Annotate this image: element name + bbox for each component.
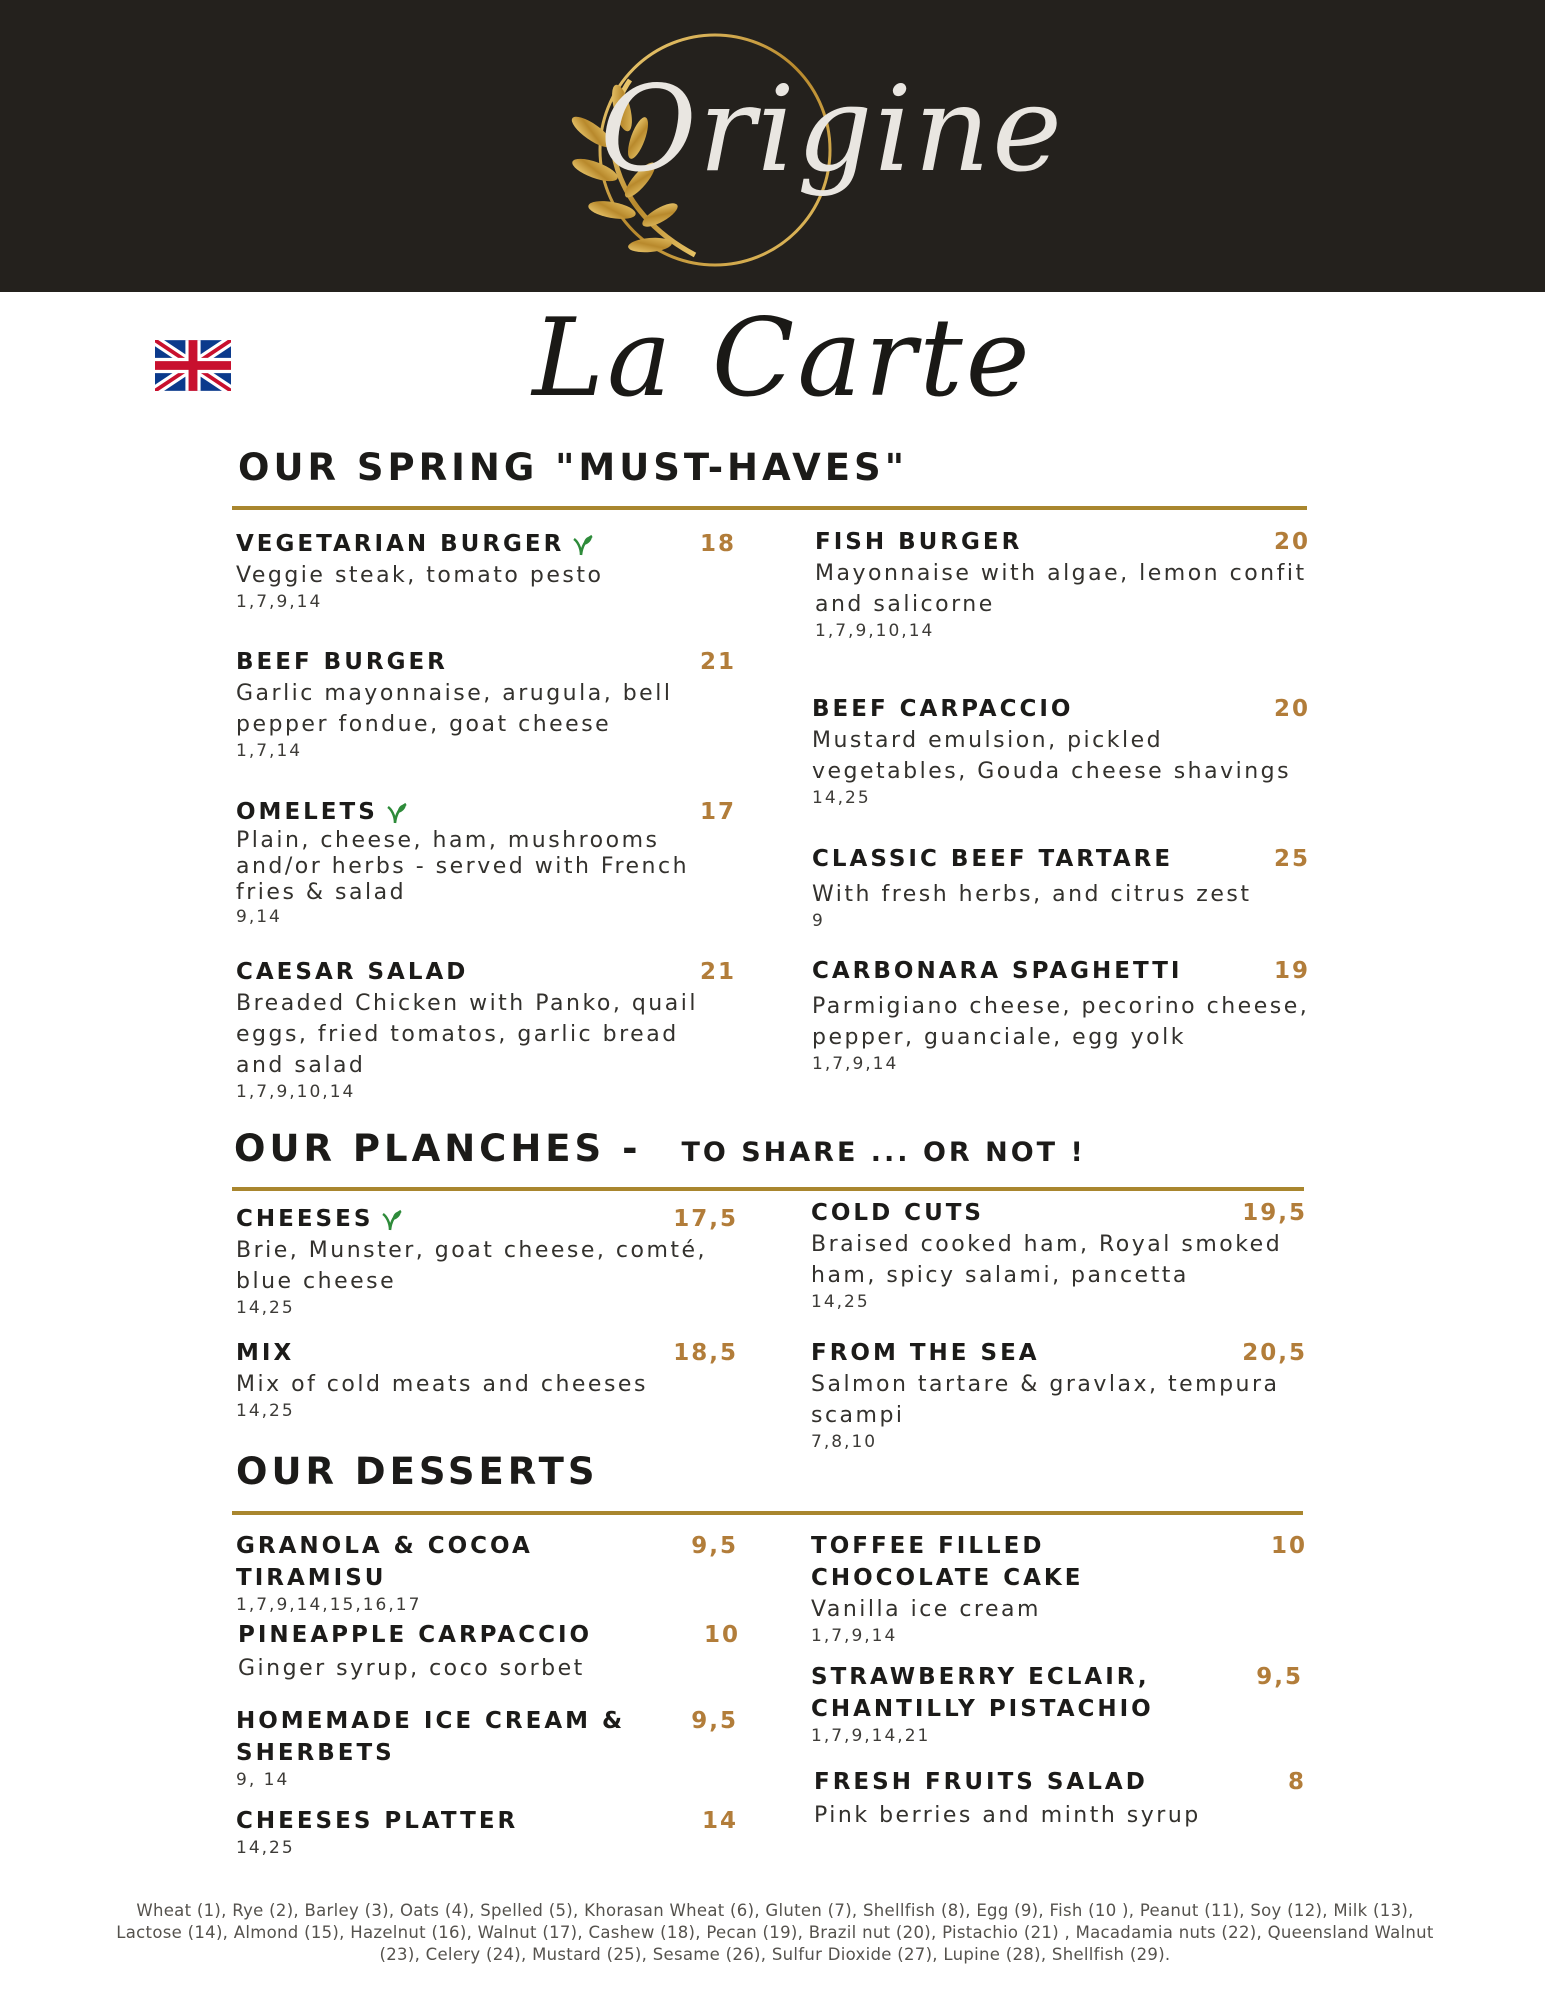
menu-item-fresh-fruits-salad [814,1766,1306,1831]
menu-item-cheeses-platter [236,1805,738,1859]
item-name: MIX [236,1340,295,1366]
item-allergens: 1,7,9,10,14 [815,621,935,641]
item-allergens: 14,25 [811,1292,870,1312]
section-divider [232,1187,1304,1191]
item-price: 21 [699,649,736,675]
item-name: CARBONARA SPAGHETTI [812,958,1183,984]
item-description: Ginger syrup, coco sorbet [238,1656,585,1681]
item-name: TOFFEE FILLED CHOCOLATE CAKE [811,1533,1084,1591]
item-allergens: 1,7,9,14 [811,1626,898,1646]
item-name: COLD CUTS [811,1200,984,1226]
item-price: 10 [1270,1533,1307,1559]
section-divider [232,1511,1303,1515]
item-price: 21 [699,959,736,985]
item-description: Veggie steak, tomato pesto [236,563,604,588]
item-description: Pink berries and minth syrup [814,1803,1201,1828]
item-name: PINEAPPLE CARPACCIO [238,1622,593,1648]
section-divider [232,506,1307,510]
item-allergens: 14,25 [236,1838,295,1858]
menu-item-from-the-sea [811,1337,1307,1453]
menu-item-caesar-salad [236,956,736,1103]
item-description: Brie, Munster, goat cheese, comté, blue cheese [236,1238,708,1294]
menu-item-fish-burger [815,526,1310,642]
item-name: CAESAR SALAD [236,959,469,985]
item-price: 20,5 [1242,1340,1307,1366]
item-allergens: 1,7,9,14 [236,592,323,612]
item-name: BEEF CARPACCIO [812,696,1074,722]
item-name: HOMEMADE ICE CREAM & SHERBETS [236,1708,626,1766]
item-price: 9,5 [691,1708,738,1734]
item-description: Garlic mayonnaise, arugula, bell pepper fondue, goat cheese [236,681,673,737]
item-allergens: 9,14 [236,907,282,927]
menu-item-mix [236,1337,738,1422]
item-allergens: 1,7,14 [236,741,303,761]
page-title: La Carte [532,296,1033,421]
vegetarian-leaf-icon [381,1208,403,1232]
item-description: Salmon tartare & gravlax, tempura scampi [811,1372,1280,1428]
menu-item-beef-carpaccio [812,693,1310,809]
section-title-planches [234,1127,1086,1170]
item-name: OMELETS [236,799,378,825]
item-allergens: 14,25 [236,1401,295,1421]
item-allergens: 7,8,10 [811,1432,878,1452]
item-name: BEEF BURGER [236,649,448,675]
item-price: 8 [1287,1769,1306,1795]
menu-item-strawberry-eclair [811,1661,1303,1747]
menu-item-toffee-chocolate-cake [811,1530,1307,1647]
section-title-spring: OUR SPRING "MUST-HAVES" [238,446,908,489]
item-description: Breaded Chicken with Panko, quail eggs, fried tomatos, garlic bread and salad [236,991,698,1078]
item-description: Braised cooked ham, Royal smoked ham, spicy salami, pancetta [811,1232,1283,1288]
item-description: Vanilla ice cream [811,1597,1041,1622]
brand-logo-text: Origine [600,60,1064,198]
item-allergens: 1,7,9,14,21 [811,1726,931,1746]
item-name: FRESH FRUITS SALAD [814,1769,1148,1795]
item-description: Mayonnaise with algae, lemon confit and salicorne [815,561,1307,617]
menu-item-homemade-ice-cream [236,1705,738,1791]
item-price: 17 [699,799,736,825]
menu-item-cold-cuts [811,1197,1307,1313]
vegetarian-leaf-icon [386,801,408,825]
item-price: 14 [701,1808,738,1834]
menu-item-classic-beef-tartare [812,843,1310,932]
item-price: 19 [1273,958,1310,984]
menu-item-omelets [236,796,736,928]
item-description: Mustard emulsion, pickled vegetables, Gouda cheese shavings [812,728,1292,784]
item-price: 18,5 [673,1340,738,1366]
item-price: 25 [1273,846,1310,872]
item-allergens: 14,25 [812,788,871,808]
item-price: 18 [699,531,736,557]
menu-item-beef-burger [236,646,736,762]
menu-item-pineapple-carpaccio [238,1619,740,1684]
section-subtitle: TO SHARE ... OR NOT ! [681,1137,1086,1168]
item-description: Mix of cold meats and cheeses [236,1372,648,1397]
item-allergens: 9, 14 [236,1770,290,1790]
allergen-legend: Wheat (1), Rye (2), Barley (3), Oats (4), Spelled (5), Khorasan Wheat (6), Gluten (7), Shellfish (8), Egg (9), Fish (10 ), Peanut (11), Soy (12), Milk (13), Lactose (14), Almond (15), Hazelnut (16), Walnut (17), Cashew (18), Pecan (19), Brazil nut (20), Pistachio (21) , Macadamia nuts (22), Queensland Walnut (23), Celery (24), Mustard (25), Sesame (26), Sulfur Dioxide (27), Lupine (28), Shellfish (29). [116,1901,1434,1964]
item-price: 9,5 [691,1533,738,1559]
item-price: 20 [1273,696,1310,722]
menu-item-cheeses [236,1203,738,1319]
vegetarian-leaf-icon [572,533,594,557]
menu-item-vegetarian-burger [236,528,736,613]
item-name: STRAWBERRY ECLAIR, CHANTILLY PISTACHIO [811,1664,1154,1722]
menu-item-granola-tiramisu [236,1530,738,1616]
item-price: 19,5 [1242,1200,1307,1226]
item-price: 17,5 [673,1206,738,1232]
menu-item-carbonara-spaghetti [812,955,1310,1075]
item-allergens: 9 [812,911,825,931]
item-name: VEGETARIAN BURGER [236,531,565,557]
item-allergens: 14,25 [236,1298,295,1318]
item-name: CHEESES PLATTER [236,1808,519,1834]
section-title-text: OUR PLANCHES - [234,1127,642,1170]
item-name: CLASSIC BEEF TARTARE [812,846,1174,872]
item-allergens: 1,7,9,14,15,16,17 [236,1595,422,1615]
item-allergens: 1,7,9,10,14 [236,1082,356,1102]
item-name: FROM THE SEA [811,1340,1040,1366]
item-name: CHEESES [236,1206,374,1232]
item-price: 10 [703,1622,740,1648]
item-description: Plain, cheese, ham, mushrooms and/or herbs - served with French fries & salad [236,828,690,905]
section-title-desserts: OUR DESSERTS [236,1450,599,1493]
item-name: GRANOLA & COCOA TIRAMISU [236,1533,533,1591]
item-allergens: 1,7,9,14 [812,1054,899,1074]
item-description: Parmigiano cheese, pecorino cheese, pepper, guanciale, egg yolk [812,994,1310,1050]
item-description: With fresh herbs, and citrus zest [812,882,1252,907]
item-price: 9,5 [1256,1664,1303,1690]
item-name: FISH BURGER [815,529,1023,555]
item-price: 20 [1273,529,1310,555]
